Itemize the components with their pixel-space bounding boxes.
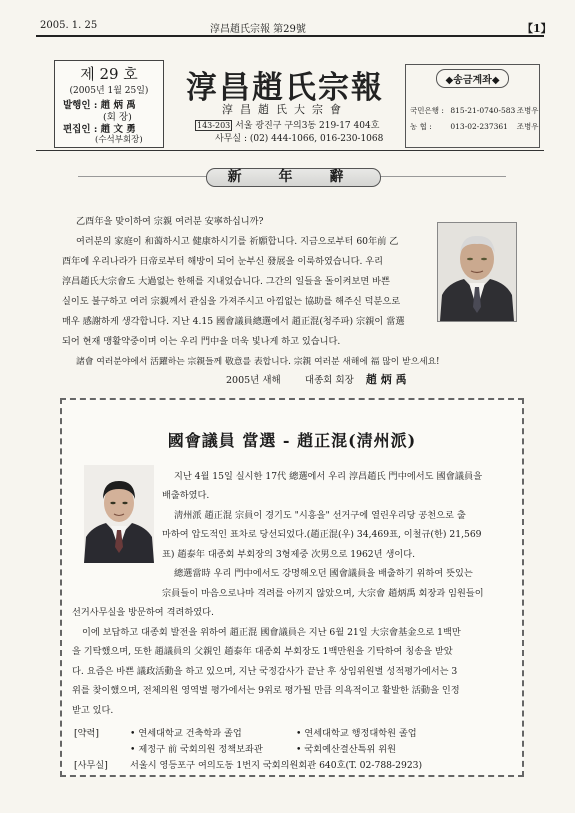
article-line: 표) 趙泰年 대종회 부회장의 3형제중 次男으로 1962년 생이다. (162, 549, 415, 560)
article-line: 宗員들이 마음으로나마 격려를 아끼지 않았으며, 大宗會 趙炳禹 회장과 임원들이 (162, 588, 484, 599)
header-page-number: 【1】 (522, 22, 552, 35)
signature-name: 趙 炳 禹 (365, 373, 407, 386)
header-paper-issue: 淳昌趙氏宗報 第29號 (210, 24, 306, 35)
lawmaker-portrait-photo (84, 465, 154, 563)
signature-date: 2005년 새해 (226, 375, 281, 386)
issue-date: (2005년 1월 25일) (69, 86, 149, 96)
address: 서울 광진구 구의3동 219-17 404호 (235, 121, 380, 131)
account-bank: 국민은행 : (410, 106, 444, 115)
new-year-line: 여러분의 家庭이 和蔼하시고 健康하시기를 祈願합니다. 지금으로부터 60年前 乙 (76, 236, 399, 247)
article-line: 을 기탁했으며, 또한 趙議員의 父親인 趙泰年 대종회 부회장도 1백만원을 기탁하여 칭송을 받았 (72, 646, 453, 657)
office-phone: 사무실 : (02) 444-1066, 016-230-1068 (215, 134, 384, 144)
new-year-line: 諸會 여러분야에서 活躍하는 宗親들께 敬意를 表합니다. 宗親 여러분 새해에 福 많이 받으세요! (76, 357, 440, 367)
career-item: • 연세대학교 건축학과 졸업 (130, 728, 242, 739)
editor-label: 편집인 : (63, 124, 98, 135)
new-year-line: 실이도 불구하고 여러 宗親께서 관심을 가져주시고 아낌없는 協助를 해주신 덕분으로 (62, 296, 401, 307)
article-line: 이에 보답하고 대종회 발전을 위하여 趙正混 國會議員은 지난 6월 21일 大宗會基金으로 1백만 (82, 627, 461, 638)
article-line: 받고 있다. (72, 705, 114, 716)
signature-role: 대종회 회장 (304, 375, 354, 386)
career-item: • 제정구 前 국회의원 정책보좌관 (130, 744, 263, 755)
remittance-account-box (405, 64, 540, 148)
new-year-line: 酉年에 우리나라가 日帝로부터 해방이 되어 눈부신 發展을 이룩하였습니다. 우리 (62, 256, 384, 267)
article-line: 마하여 압도적인 표차로 당선되었다.(趙正混(우) 34,469표, 이철규(한) 21,569 (162, 529, 482, 540)
publisher-role: (회 장) (103, 112, 132, 123)
new-year-heading: 新 年 辭 (206, 168, 381, 187)
account-number: 815-21-0740-583 (450, 106, 516, 115)
editor-name: 趙 文 勇 (100, 124, 136, 135)
new-year-line: 乙酉年을 맞이하여 宗親 여러분 安寧하십니까? (76, 216, 264, 227)
account-holder: 조병우 (516, 106, 539, 115)
president-portrait-photo (437, 222, 517, 322)
office-address: 서울시 영등포구 여의도동 1번지 국회의원회관 640호(T. 02-788-2923) (130, 760, 423, 771)
issue-number: 제 29 호 (80, 65, 138, 83)
career-item: • 국회예산결산특위 위원 (296, 744, 397, 755)
address-line (195, 118, 379, 131)
account-number: 013-02-237361 (450, 122, 508, 131)
newspaper-title: 淳昌趙氏宗報 (186, 70, 384, 106)
editor-role: (수석부회장) (95, 135, 143, 145)
new-year-line: 되어 현재 맹활약중이며 이는 우리 門中을 더욱 빛나게 하고 있습니다. (62, 336, 341, 347)
article-line: 위를 찾이했으며, 전체의원 영역별 평가에서는 9위로 평가될 만큼 의욕적이고 활발한 活動을 인정 (72, 685, 460, 696)
career-item: • 연세대학교 행정대학원 졸업 (296, 728, 417, 739)
postal-code: 143-203 (197, 121, 231, 130)
election-article-box (60, 398, 524, 777)
article-title: 國會議員 當選 - 趙正混(淸州派) (167, 431, 417, 450)
masthead-rule (36, 150, 544, 151)
account-holder: 조병우 (516, 122, 539, 131)
issue-info-box (54, 60, 164, 148)
header-rule (36, 35, 544, 37)
career-label: [약력] (74, 728, 99, 739)
article-line: 淸州派 趙正混 宗員이 경기도 "시흥을" 선거구에 열린우리당 공천으로 출 (174, 510, 466, 521)
header-date: 2005. 1. 25 (40, 20, 98, 31)
new-year-heading-bar (78, 168, 506, 186)
article-line: 지난 4월 15일 실시한 17代 總選에서 우리 淳昌趙氏 門中에서도 國會議員을 (174, 471, 483, 482)
article-line: 배출하였다. (162, 490, 210, 501)
account-bank: 농 협 : (410, 122, 432, 131)
account-row (410, 105, 539, 116)
article-line: 總選當時 우리 門中에서도 강명해오던 國會議員을 배출하기 위하여 뜻있는 (174, 568, 473, 579)
newspaper-subtitle: 淳昌趙氏大宗會 (222, 103, 348, 116)
new-year-signature (226, 371, 407, 387)
publisher-name: 趙 炳 禹 (100, 100, 136, 111)
account-box-title: ◆송금계좌◆ (436, 69, 508, 88)
new-year-line: 淳昌趙氏大宗會도 大過없는 한해를 지내었습니다. 그간의 일들을 돌이켜보면 바쁜 (62, 276, 390, 287)
article-line: 선거사무실을 방문하여 격려하였다. (72, 607, 214, 618)
office-label: [사무실] (74, 760, 108, 771)
new-year-line: 매우 感謝하게 생각합니다. 지난 4.15 國會議員總選에서 趙正混(청주파) 宗親이 當選 (62, 316, 405, 327)
account-row (410, 121, 539, 132)
publisher-label: 발행인 : (63, 100, 98, 111)
article-line: 다. 요즘은 바쁜 議政活動을 하고 있으며, 지난 국정감사가 끝난 후 상임위원별 성적평가에서는 3 (72, 666, 458, 677)
